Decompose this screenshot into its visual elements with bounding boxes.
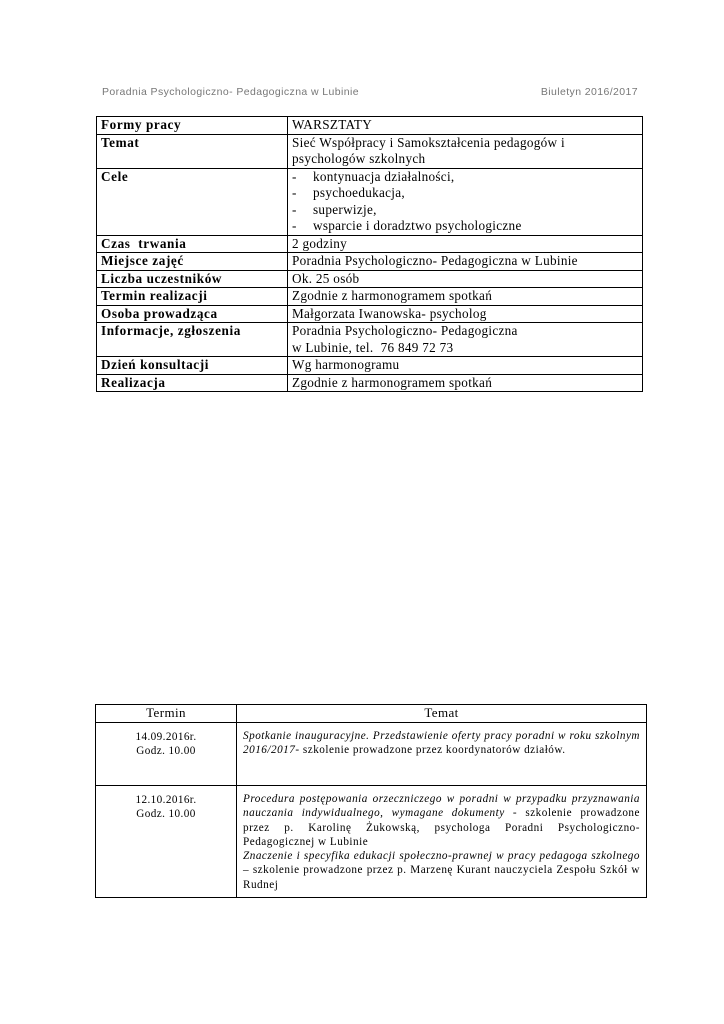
row-liczba <box>97 270 643 288</box>
label-termin: Termin realizacji <box>97 288 288 306</box>
row-temat <box>97 134 643 168</box>
value-liczba: Ok. 25 osób <box>288 270 643 288</box>
label-informacje: Informacje, zgłoszenia <box>97 323 288 357</box>
value-temat <box>288 134 643 168</box>
row-dzien <box>97 357 643 375</box>
cele-item: - wsparcie i doradztwo psychologiczne <box>292 218 522 233</box>
value-informacje <box>288 323 643 357</box>
time: Godz. 10.00 <box>136 745 196 758</box>
row-miejsce <box>97 253 643 271</box>
row-informacje <box>97 323 643 357</box>
cele-item: - superwizje, <box>292 201 377 217</box>
label-formy-pracy: Formy pracy <box>97 117 288 135</box>
value-formy-pracy: WARSZTATY <box>288 117 643 135</box>
label-miejsce: Miejsce zajęć <box>97 253 288 271</box>
value-realizacja: Zgodnie z harmonogramem spotkań <box>288 374 643 392</box>
header-right: Biuletyn 2016/2017 <box>540 86 638 98</box>
date: 14.09.2016r. <box>135 731 197 743</box>
row-osoba <box>97 305 643 323</box>
label-realizacja: Realizacja <box>97 374 288 392</box>
value-cele <box>288 168 643 235</box>
info-table <box>96 116 643 392</box>
informacje-line-1: Poradnia Psychologiczno- Pedagogiczna <box>292 323 518 338</box>
temat-text: szkolenie prowadzone przez koordynatorów działów. <box>299 744 566 757</box>
temat-text: - szkolenie prowadzone przez p. Karolinę Żukowską, psychologa Poradni Psychologiczno-Pedagogicznej w Lubinie <box>243 807 640 848</box>
row-cele <box>97 168 643 235</box>
column-header-temat: Temat <box>237 705 647 723</box>
row-realizacja <box>97 374 643 392</box>
temat-cell <box>237 723 647 786</box>
cele-item: - kontynuacja działalności, <box>292 168 455 184</box>
label-osoba: Osoba prowadząca <box>97 305 288 323</box>
schedule-table <box>95 704 647 898</box>
column-header-termin: Termin <box>96 705 237 723</box>
header-left: Poradnia Psychologiczno- Pedagogiczna w Lubinie <box>102 86 359 98</box>
temat-cell <box>237 786 647 898</box>
row-formy-pracy <box>97 117 643 135</box>
value-dzien: Wg harmonogramu <box>288 357 643 375</box>
termin-cell <box>96 786 237 898</box>
temat-text: – szkolenie prowadzone przez p. Marzenę Kurant nauczyciela Zespołu Szkół w Rudnej <box>243 864 640 891</box>
informacje-line-2: w Lubinie, tel. 76 849 72 73 <box>292 339 454 355</box>
date: 12.10.2016r. <box>135 794 197 806</box>
label-cele: Cele <box>97 168 288 235</box>
value-termin: Zgodnie z harmonogramem spotkań <box>288 288 643 306</box>
temat-italic: Znaczenie i specyfika edukacji społeczno-prawnej w pracy pedagoga szkolnego <box>243 850 640 863</box>
schedule-header-row <box>96 705 647 723</box>
temat-line-2: psychologów szkolnych <box>292 151 426 166</box>
value-miejsce: Poradnia Psychologiczno- Pedagogiczna w Lubinie <box>288 253 643 271</box>
value-czas-trwania: 2 godziny <box>288 235 643 253</box>
temat-italic: Procedura postępowania orzeczniczego w poradni w przypadku przyznawania nauczania indywidualnego, wymagane dokumenty <box>243 793 640 820</box>
temat-line-1: Sieć Współpracy i Samokształcenia pedagogów i <box>292 134 565 150</box>
table-row <box>96 786 647 898</box>
row-czas-trwania <box>97 235 643 253</box>
label-dzien: Dzień konsultacji <box>97 357 288 375</box>
label-czas-trwania: Czas trwania <box>97 235 288 253</box>
time: Godz. 10.00 <box>136 808 196 821</box>
cele-item: - psychoedukacja, <box>292 185 406 200</box>
label-liczba: Liczba uczestników <box>97 270 288 288</box>
row-termin <box>97 288 643 306</box>
termin-cell <box>96 723 237 786</box>
label-temat: Temat <box>97 134 288 168</box>
temat-italic: Spotkanie inauguracyjne. Przedstawienie oferty pracy poradni w roku szkolnym 2016/2017- <box>243 730 640 757</box>
table-row <box>96 723 647 786</box>
value-osoba: Małgorzata Iwanowska- psycholog <box>288 305 643 323</box>
